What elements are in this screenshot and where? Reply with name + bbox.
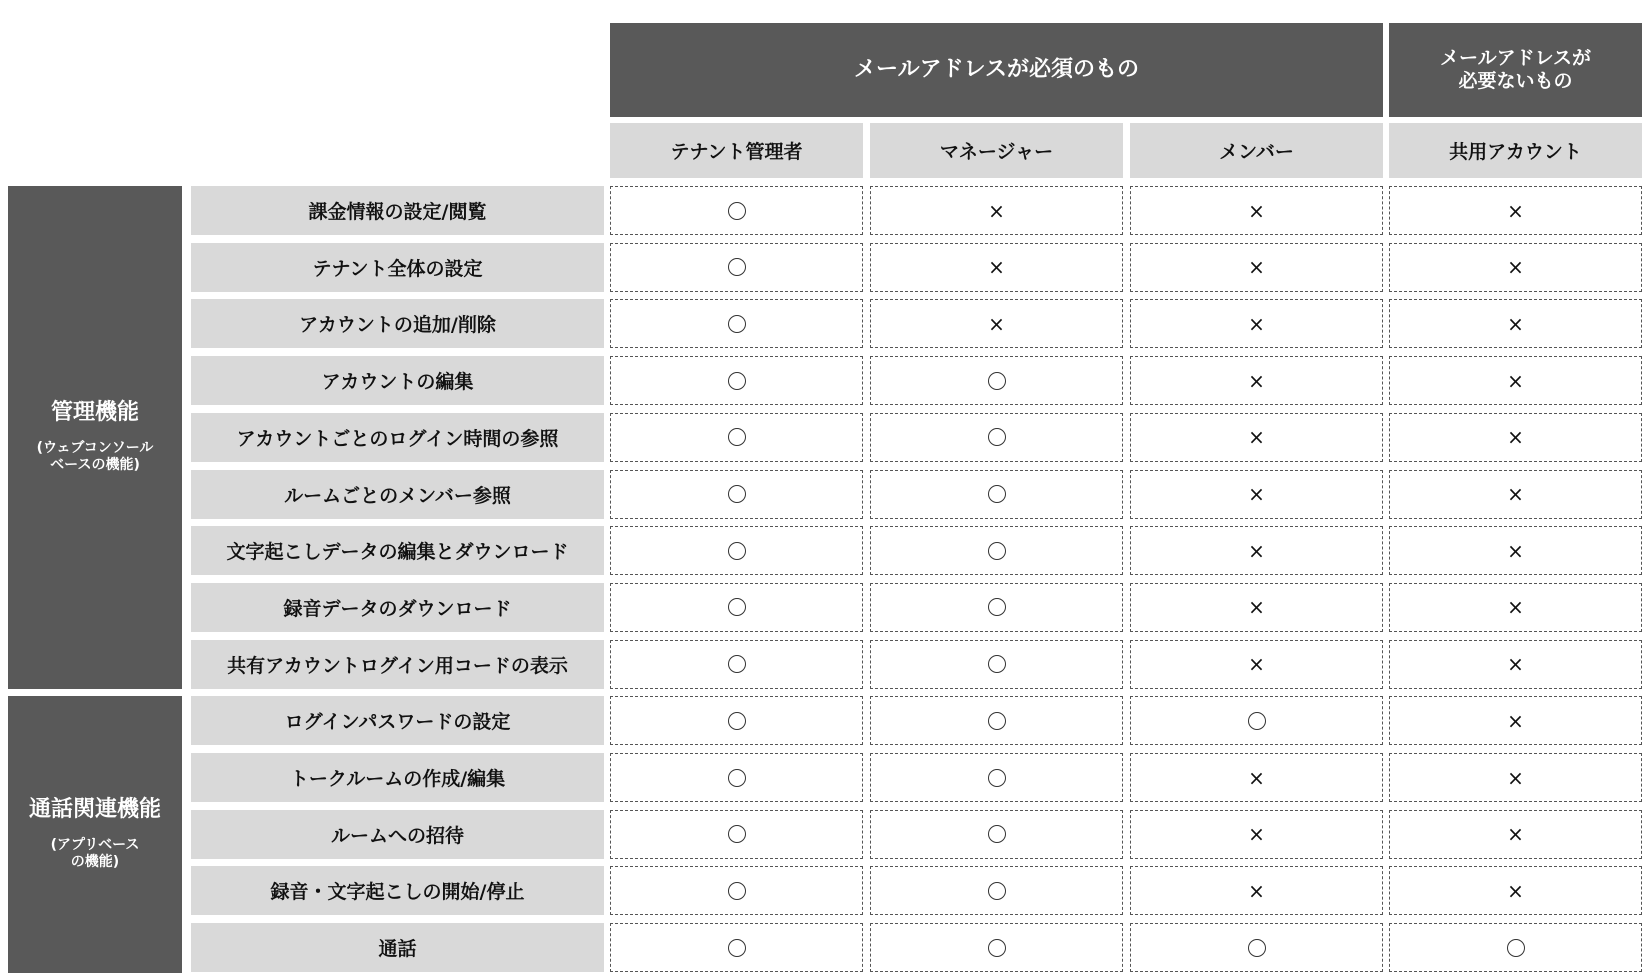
- column-header-label: テナント管理者: [670, 141, 803, 163]
- section-panel: [8, 696, 182, 973]
- permission-cell: [1130, 470, 1383, 519]
- permission-cell: [1130, 356, 1383, 405]
- permission-cell: [1389, 413, 1642, 462]
- denied-cross-icon: ×: [988, 198, 1005, 223]
- denied-cross-icon: ×: [1507, 538, 1524, 563]
- row-label-text: アカウントの追加/削除: [299, 314, 496, 337]
- allowed-circle-icon: [728, 825, 746, 843]
- permission-cell: [1389, 299, 1642, 348]
- row-label: [191, 640, 604, 689]
- allowed-circle-icon: [728, 939, 746, 957]
- denied-cross-icon: ×: [1248, 425, 1265, 450]
- permission-cell: [610, 470, 863, 519]
- denied-cross-icon: ×: [1507, 255, 1524, 280]
- denied-cross-icon: ×: [1507, 878, 1524, 903]
- permission-cell: [1130, 810, 1383, 859]
- permission-cell: [1389, 923, 1642, 972]
- permission-cell: [870, 526, 1123, 575]
- row-label: [191, 356, 604, 405]
- denied-cross-icon: ×: [1507, 311, 1524, 336]
- permission-cell: [870, 583, 1123, 632]
- row-label: [191, 810, 604, 859]
- denied-cross-icon: ×: [1248, 878, 1265, 903]
- permission-cell: [1389, 526, 1642, 575]
- row-label-text: ルームへの招待: [330, 824, 464, 847]
- permission-cell: [610, 640, 863, 689]
- row-label: [191, 923, 604, 972]
- allowed-circle-icon: [988, 485, 1006, 503]
- permission-cell: [610, 526, 863, 575]
- permission-cell: [1130, 413, 1383, 462]
- denied-cross-icon: ×: [1507, 198, 1524, 223]
- permission-cell: [1389, 243, 1642, 292]
- permission-cell: [1130, 243, 1383, 292]
- row-label: [191, 866, 604, 915]
- allowed-circle-icon: [728, 428, 746, 446]
- denied-cross-icon: ×: [1248, 198, 1265, 223]
- allowed-circle-icon: [988, 372, 1006, 390]
- permission-cell: [870, 299, 1123, 348]
- permission-cell: [610, 186, 863, 235]
- allowed-circle-icon: [728, 542, 746, 560]
- permission-cell: [1130, 866, 1383, 915]
- permission-cell: [870, 640, 1123, 689]
- column-header: [1389, 123, 1642, 178]
- permission-cell: [1389, 866, 1642, 915]
- permission-cell: [1130, 640, 1383, 689]
- allowed-circle-icon: [988, 542, 1006, 560]
- row-label: [191, 413, 604, 462]
- section-panel: [8, 186, 182, 690]
- allowed-circle-icon: [1248, 712, 1266, 730]
- permission-cell: [870, 696, 1123, 745]
- denied-cross-icon: ×: [1507, 368, 1524, 393]
- permission-cell: [1130, 753, 1383, 802]
- row-label-text: 共有アカウントログイン用コードの表示: [227, 654, 568, 677]
- section-subtitle: (ウェブコンソール ベースの機能): [36, 439, 154, 474]
- denied-cross-icon: ×: [1507, 765, 1524, 790]
- row-label-text: ログインパスワードの設定: [284, 711, 511, 734]
- permission-cell: [870, 413, 1123, 462]
- row-label: [191, 299, 604, 348]
- allowed-circle-icon: [728, 712, 746, 730]
- allowed-circle-icon: [728, 655, 746, 673]
- allowed-circle-icon: [988, 882, 1006, 900]
- permission-cell: [1130, 696, 1383, 745]
- section-title: 管理機能: [50, 399, 139, 425]
- allowed-circle-icon: [988, 598, 1006, 616]
- row-label-text: トークルームの作成/編集: [289, 768, 506, 790]
- row-label-text: テナント全体の設定: [312, 257, 483, 280]
- permission-cell: [870, 866, 1123, 915]
- allowed-circle-icon: [988, 769, 1006, 787]
- row-label-text: 課金情報の設定/閲覧: [308, 201, 487, 223]
- column-header-label: 共用アカウント: [1449, 141, 1582, 163]
- row-label-text: 録音データのダウンロード: [283, 597, 512, 620]
- section-title: 通話関連機能: [28, 796, 161, 822]
- allowed-circle-icon: [728, 315, 746, 333]
- permission-cell: [870, 923, 1123, 972]
- denied-cross-icon: ×: [1248, 482, 1265, 506]
- permission-cell: [870, 243, 1123, 292]
- permission-cell: [1389, 356, 1642, 405]
- column-header: [870, 123, 1123, 178]
- row-label: [191, 470, 604, 519]
- denied-cross-icon: ×: [1507, 595, 1524, 620]
- row-label: [191, 696, 604, 745]
- permission-cell: [870, 810, 1123, 859]
- permission-cell: [1130, 299, 1383, 348]
- column-header-label: マネージャー: [939, 141, 1054, 163]
- row-label-text: アカウントの編集: [321, 371, 474, 394]
- allowed-circle-icon: [988, 939, 1006, 957]
- row-label-text: 通話: [378, 938, 417, 961]
- allowed-circle-icon: [728, 202, 746, 220]
- permission-cell: [870, 753, 1123, 802]
- permission-cell: [870, 470, 1123, 519]
- allowed-circle-icon: [988, 428, 1006, 446]
- denied-cross-icon: ×: [1248, 652, 1265, 677]
- row-label-text: 録音・文字起こしの開始/停止: [270, 881, 525, 904]
- column-header: [1130, 123, 1383, 178]
- denied-cross-icon: ×: [1248, 595, 1265, 620]
- group-header-label: メールアドレスが必須のもの: [854, 56, 1139, 82]
- denied-cross-icon: ×: [1248, 538, 1265, 563]
- section-subtitle: (アプリベース の機能): [50, 836, 140, 871]
- permission-cell: [610, 583, 863, 632]
- denied-cross-icon: ×: [1507, 482, 1524, 506]
- row-label: [191, 526, 604, 575]
- permission-cell: [610, 299, 863, 348]
- permission-cell: [610, 243, 863, 292]
- denied-cross-icon: ×: [1248, 765, 1265, 790]
- permission-cell: [1389, 753, 1642, 802]
- denied-cross-icon: ×: [1507, 425, 1524, 450]
- permission-cell: [870, 356, 1123, 405]
- allowed-circle-icon: [728, 882, 746, 900]
- denied-cross-icon: ×: [1507, 708, 1524, 733]
- group-header-label: メールアドレスが 必要ないもの: [1439, 47, 1592, 92]
- permission-cell: [610, 923, 863, 972]
- allowed-circle-icon: [988, 712, 1006, 730]
- denied-cross-icon: ×: [1248, 368, 1265, 393]
- denied-cross-icon: ×: [1248, 311, 1265, 336]
- denied-cross-icon: ×: [1248, 255, 1265, 280]
- denied-cross-icon: ×: [1507, 822, 1524, 847]
- row-label: [191, 243, 604, 292]
- permission-cell: [1389, 470, 1642, 519]
- permission-cell: [1389, 810, 1642, 859]
- allowed-circle-icon: [1248, 939, 1266, 957]
- allowed-circle-icon: [728, 598, 746, 616]
- row-label-text: ルームごとのメンバー参照: [284, 484, 511, 507]
- denied-cross-icon: ×: [1248, 822, 1265, 847]
- permission-cell: [1389, 696, 1642, 745]
- permission-cell: [1130, 923, 1383, 972]
- permission-cell: [610, 413, 863, 462]
- allowed-circle-icon: [728, 485, 746, 503]
- column-header-label: メンバー: [1219, 141, 1294, 163]
- denied-cross-icon: ×: [988, 311, 1005, 336]
- allowed-circle-icon: [988, 655, 1006, 673]
- allowed-circle-icon: [728, 258, 746, 276]
- group-header-email-not-required: [1389, 23, 1642, 117]
- row-label: [191, 186, 604, 235]
- permission-cell: [610, 866, 863, 915]
- permission-cell: [1130, 583, 1383, 632]
- permission-cell: [1389, 583, 1642, 632]
- allowed-circle-icon: [728, 769, 746, 787]
- row-label-text: 文字起こしデータの編集とダウンロード: [226, 541, 569, 564]
- column-header: [610, 123, 863, 178]
- group-header-email-required: [610, 23, 1383, 117]
- permission-cell: [610, 810, 863, 859]
- allowed-circle-icon: [1507, 939, 1525, 957]
- denied-cross-icon: ×: [988, 255, 1005, 280]
- permission-cell: [1130, 186, 1383, 235]
- allowed-circle-icon: [988, 825, 1006, 843]
- permission-cell: [610, 753, 863, 802]
- permission-cell: [870, 186, 1123, 235]
- permission-cell: [1389, 186, 1642, 235]
- row-label-text: アカウントごとのログイン時間の参照: [236, 427, 559, 450]
- row-label: [191, 753, 604, 802]
- allowed-circle-icon: [728, 372, 746, 390]
- permission-cell: [610, 696, 863, 745]
- permission-cell: [610, 356, 863, 405]
- permission-cell: [1130, 526, 1383, 575]
- permission-cell: [1389, 640, 1642, 689]
- denied-cross-icon: ×: [1507, 652, 1524, 677]
- row-label: [191, 583, 604, 632]
